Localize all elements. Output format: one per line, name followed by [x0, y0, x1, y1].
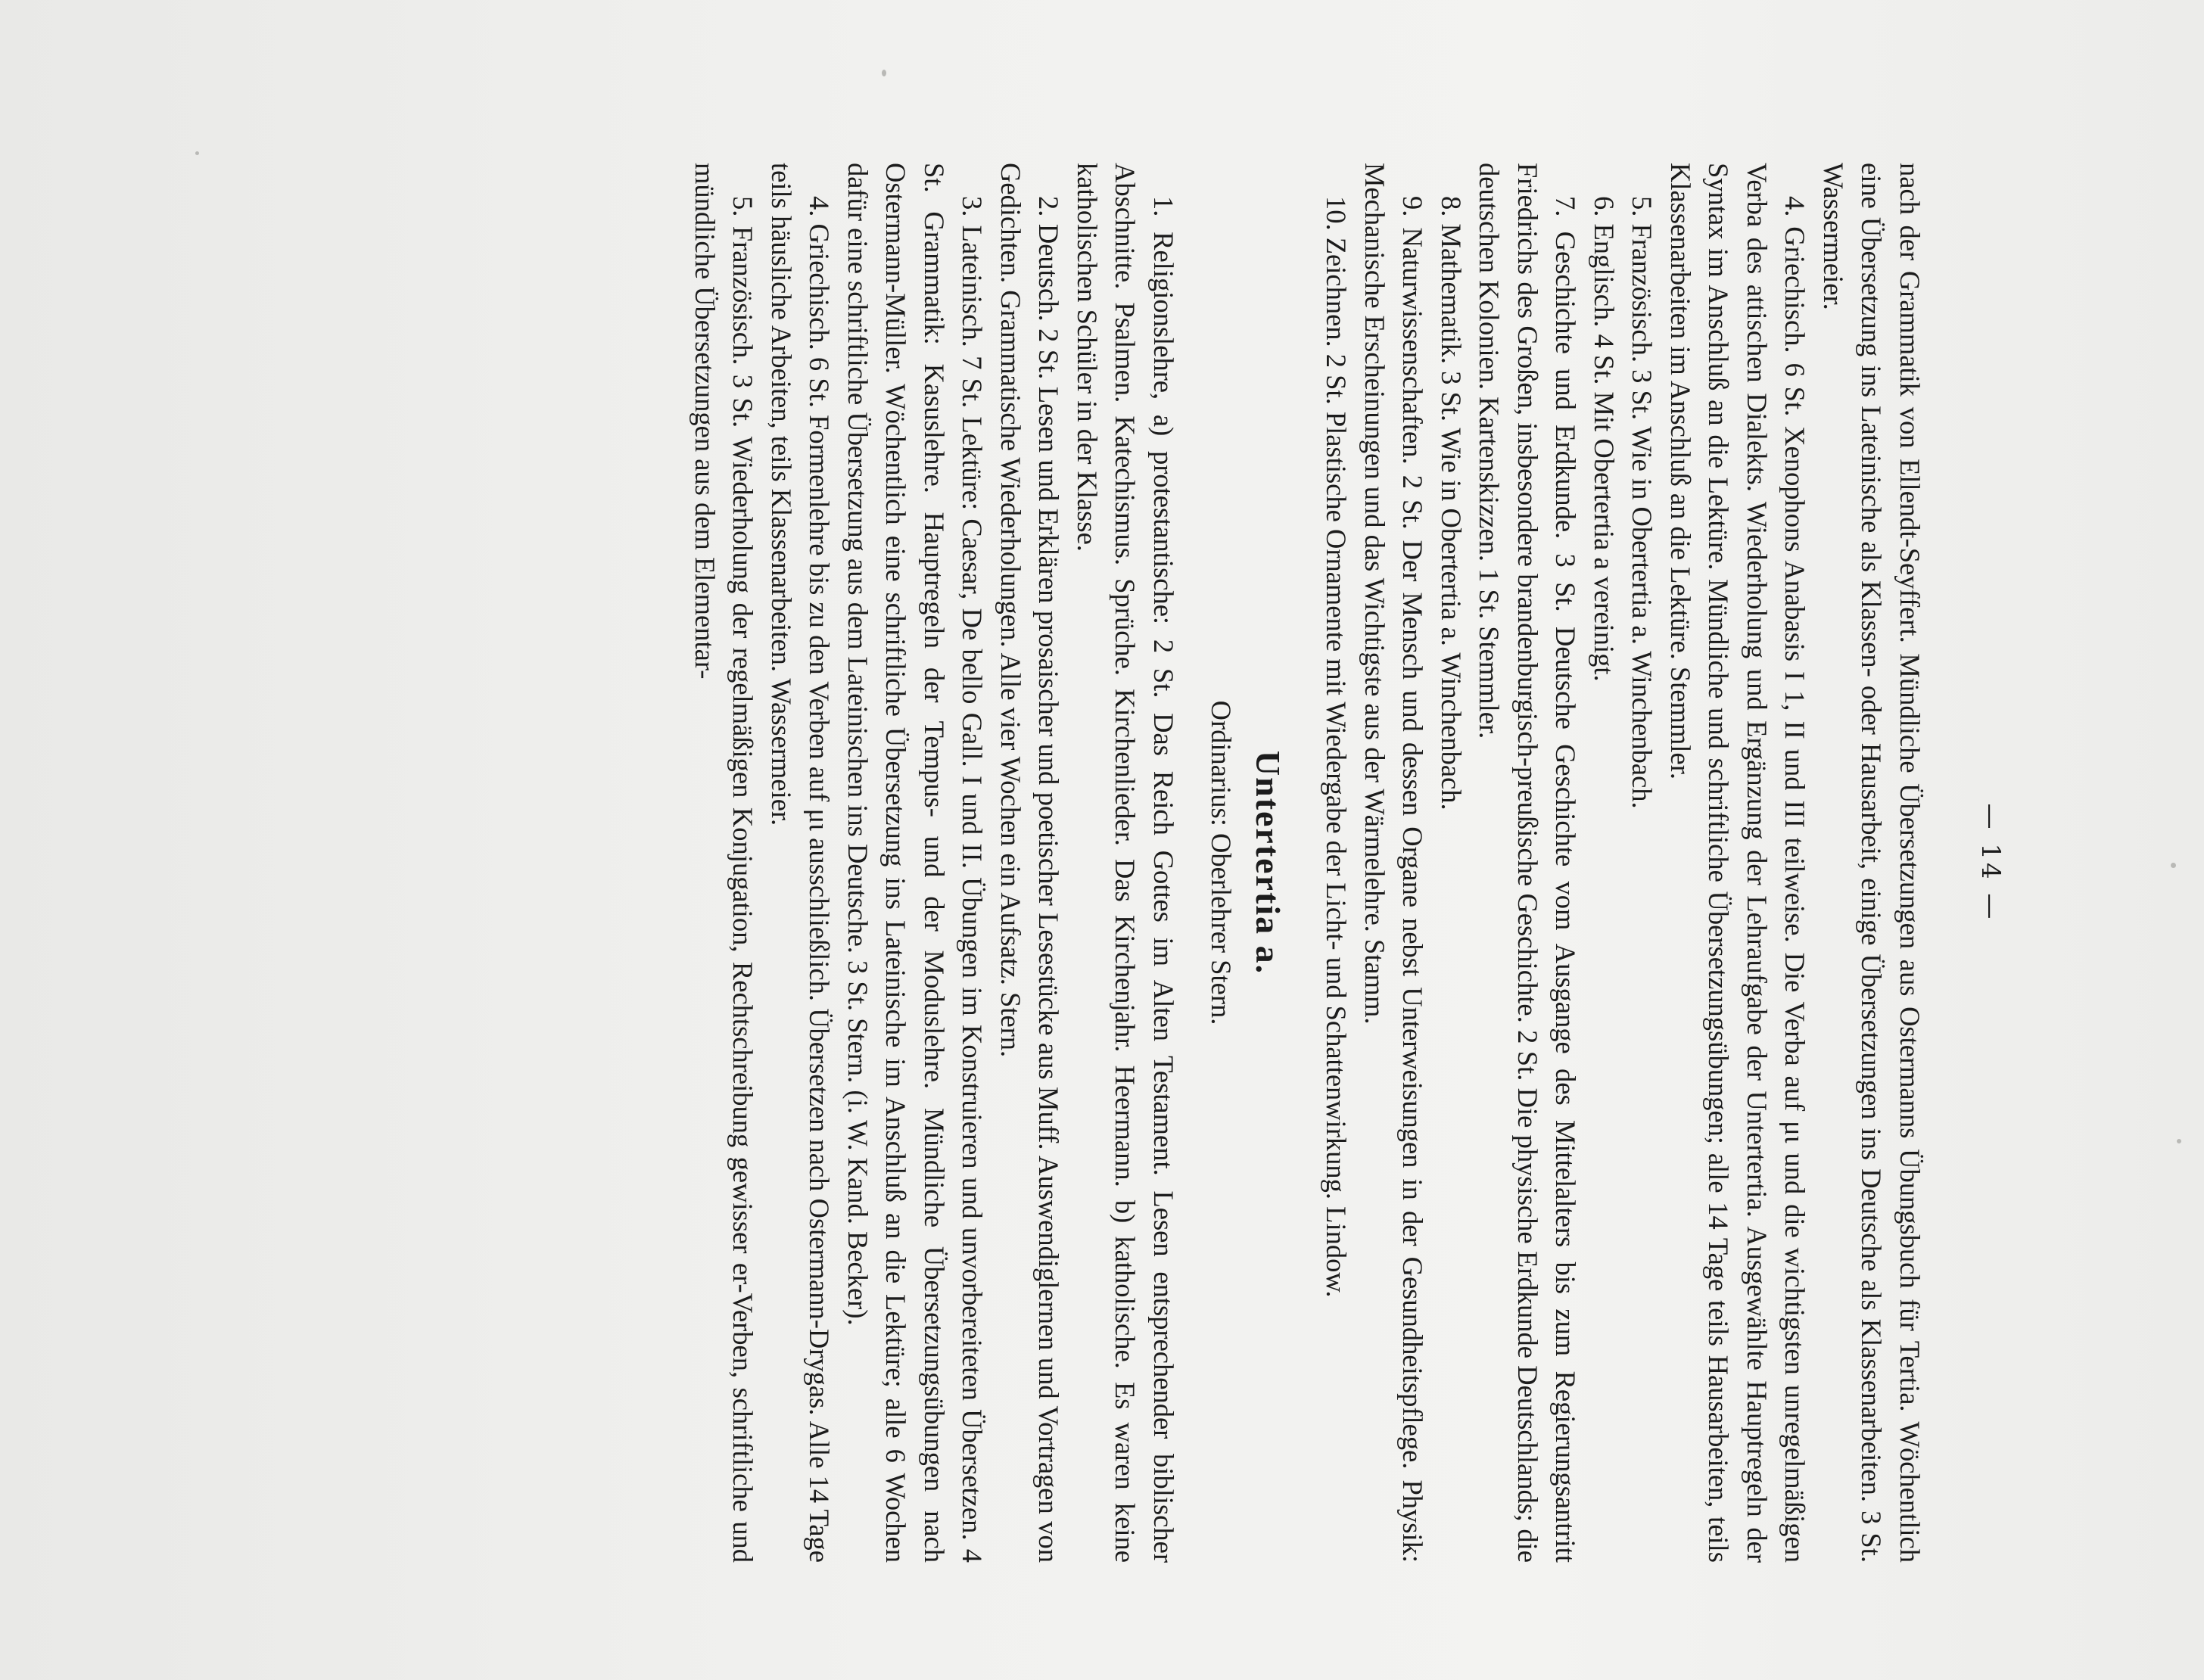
specks: [882, 70, 886, 76]
paragraph: nach der Grammatik von Ellendt-Seyffert. Mündliche Übersetzungen aus Ostermanns Übungsbuch für Tertia. Wöchentlich eine Übersetzung ins Lateinische als Klassen- oder Hausarbeit, einige Übersetzungen ins Deutsche als Klassenarbeiten. 3 St. Wassermeier.: [1818, 163, 1925, 1563]
page-number: — 14 —: [1975, 803, 2006, 922]
specks: [195, 151, 199, 155]
subject-geschichte-erdkunde: 7. Geschichte und Erdkunde. 3 St. Deutsche Geschichte vom Ausgange des Mittelalters bis zum Regierungsantritt Friedrichs des Großen, insbesondere brandenburgisch-preußische Geschichte. 2 St. Die physische Erdkunde Deutschlands; die deutschen Kolonien. Kartenskizzen. 1 St. Stemmler.: [1474, 163, 1582, 1563]
rotated-document-page: [235, 163, 2006, 1563]
subject-religionslehre: 1. Religionslehre, a) protestantische: 2 St. Das Reich Gottes im Alten Testament. Lesen entsprechender biblischer Abschnitte. Psalmen. Katechismus. Sprüche. Kirchenlieder. Das Kirchenjahr. Heermann. b) katholische. Es waren keine katholischen Schüler in der Klasse.: [1072, 163, 1179, 1563]
section-subheading: Ordinarius: Oberlehrer Stern.: [1206, 700, 1237, 1025]
section-heading: Untertertia a.: [1249, 750, 1287, 975]
subject-englisch: 6. Englisch. 4 St. Mit Obertertia a vereinigt.: [1589, 196, 1620, 682]
subject-deutsch: 2. Deutsch. 2 St. Lesen und Erklären prosaischer und poetischer Lesestücke aus Muff. Auswendiglernen und Vortragen von Gedichten. Grammatische Wiederholungen. Alle vier Wochen ein Aufsatz. Stern.: [995, 163, 1065, 1563]
subject-zeichnen: 10. Zeichnen. 2 St. Plastische Ornamente mit Wiedergabe der Licht- und Schattenwirkung. Lindow.: [1321, 196, 1353, 1298]
subject-franzoesisch-2: 5. Französisch. 3 St. Wiederholung der regelmäßigen Konjugation, Rechtschreibung gewisser er-Verben, schriftliche und mündliche Übersetzungen aus dem Elementar-: [690, 163, 759, 1563]
specks: [2177, 1139, 2181, 1143]
subject-mathematik: 8. Mathematik. 3 St. Wie in Obertertia a. Winchenbach.: [1436, 196, 1467, 810]
specks: [2171, 863, 2176, 868]
subject-franzoesisch: 5. Französisch. 3 St. Wie in Obertertia a. Winchenbach.: [1627, 196, 1658, 809]
subject-griechisch-2: 4. Griechisch. 6 St. Formenlehre bis zu den Verben auf μι ausschließlich. Übersetzen nach Ostermann-Drygas. Alle 14 Tage teils häusliche Arbeiten, teils Klassenarbeiten. Wassermeier.: [766, 163, 836, 1563]
subject-lateinisch: 3. Lateinisch. 7 St. Lektüre: Caesar, De bello Gall. I und II. Übungen im Konstruieren und unvorbereiteten Übersetzen. 4 St. Grammatik: Kasuslehre. Hauptregeln der Tempus- und der Moduslehre. Mündliche Übersetzungsübungen nach Ostermann-Müller. Wöchentlich eine schriftliche Übersetzung ins Lateinische im Anschluß an die Lektüre; alle 6 Wochen dafür eine schriftliche Übersetzung aus dem Lateinischen ins Deutsche. 3 St. Stern. (i. W. Kand. Becker).: [842, 163, 988, 1563]
subject-griechisch: 4. Griechisch. 6 St. Xenophons Anabasis I 1, II und III teilweise. Die Verba auf μι und die wichtigsten unregelmäßigen Verba des attischen Dialekts. Wiederholung und Ergänzung der Lehraufgabe der Untertertia. Ausgewählte Hauptregeln der Syntax im Anschluß an die Lektüre. Mündliche und schriftliche Übersetzungsübungen; alle 14 Tage teils Hausarbeiten, teils Klassenarbeiten im Anschluß an die Lektüre. Stemmler.: [1665, 163, 1811, 1563]
subject-naturwissenschaften: 9. Naturwissenschaften. 2 St. Der Mensch und dessen Organe nebst Unterweisungen in der Gesundheitspflege. Physik: Mechanische Erscheinungen und das Wichtigste aus der Wärmelehre. Stamm.: [1359, 163, 1429, 1563]
